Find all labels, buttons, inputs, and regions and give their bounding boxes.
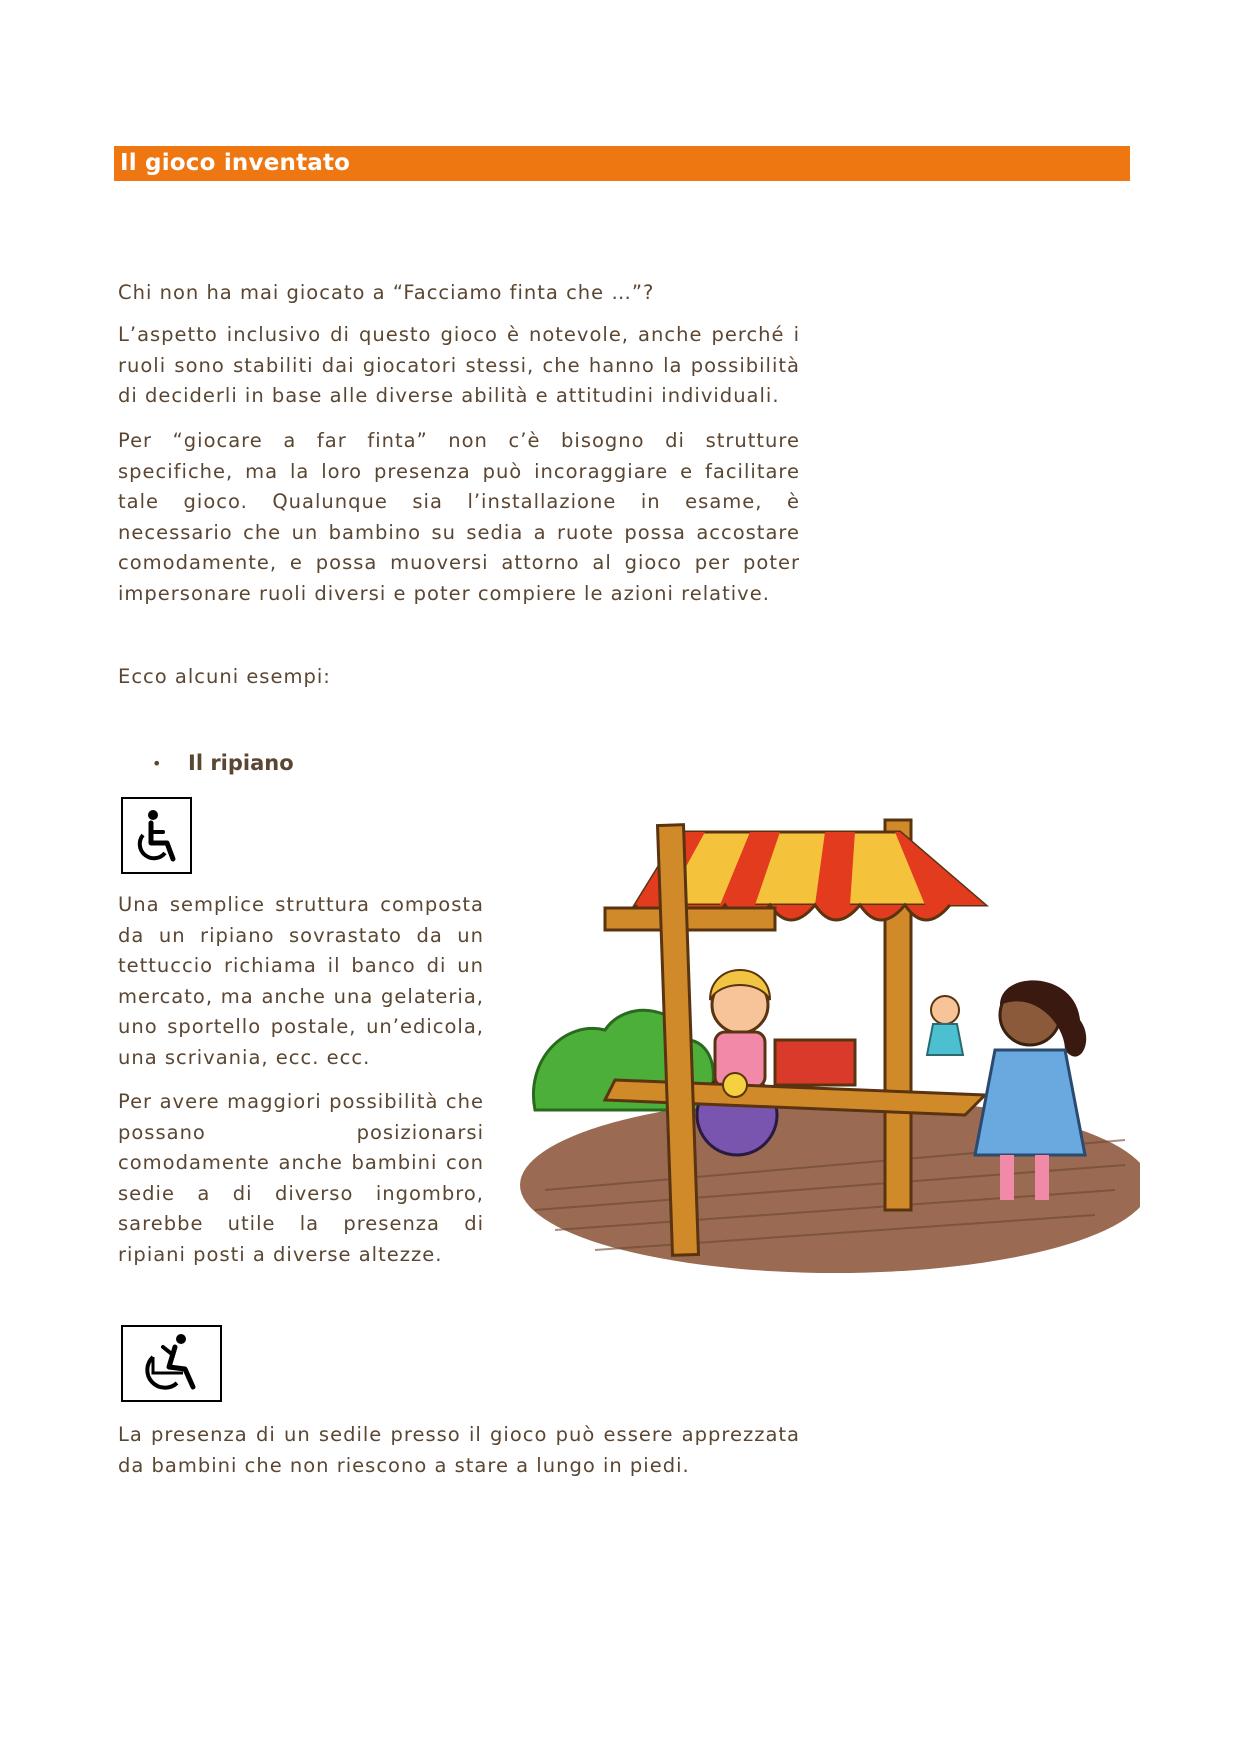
section-title-bar (114, 146, 1130, 181)
wheelchair-icon (121, 797, 192, 874)
intro-paragraph-1: L’aspetto inclusivo di questo gioco è notevole, anche perché i ruoli sono stabiliti dai giocatori stessi, che hanno la possibilità di deciderli in base alle diverse abilità e attitudini individuali. (118, 323, 800, 407)
ripiano-paragraph-1: Una semplice struttura composta da un ripiano sovrastato da un tettuccio richiama il banco di un mercato, ma anche una gelateria, uno sportello postale, un’edicola, una scrivania, ecc. ecc. (118, 893, 484, 1069)
ripiano-paragraph-2: Per avere maggiori possibilità che possano posizionarsi comodamente anche bambini con sedie a di diverso ingombro, sarebbe utile la presenza di ripiani posti a diverse altezze. (118, 1090, 484, 1266)
page-title: Il gioco inventato (120, 150, 351, 176)
intro-question: Chi non ha mai giocato a “Facciamo finta che …”? (118, 281, 655, 304)
bullet-marker: • (152, 754, 162, 773)
seat-paragraph: La presenza di un sedile presso il gioco può essere apprezzata da bambini che non riescono a stare a lungo in piedi. (118, 1423, 800, 1477)
market-stall-illustration (505, 810, 1140, 1275)
bullet-item-ripiano (152, 748, 294, 779)
person-sitting-icon (121, 1325, 222, 1402)
intro-paragraph-2: Per “giocare a far finta” non c’è bisogno di strutture specifiche, ma la loro presenza può incoraggiare e facilitare tale gioco. Qualunque sia l’installazione in esame, è necessario che un bambino su sedia a ruote possa accostare comodamente, e possa muoversi attorno al gioco per poter impersonare ruoli diversi e poter compiere le azioni relative. (118, 429, 800, 605)
bullet-heading: Il ripiano (188, 751, 294, 775)
examples-label: Ecco alcuni esempi: (118, 665, 331, 688)
